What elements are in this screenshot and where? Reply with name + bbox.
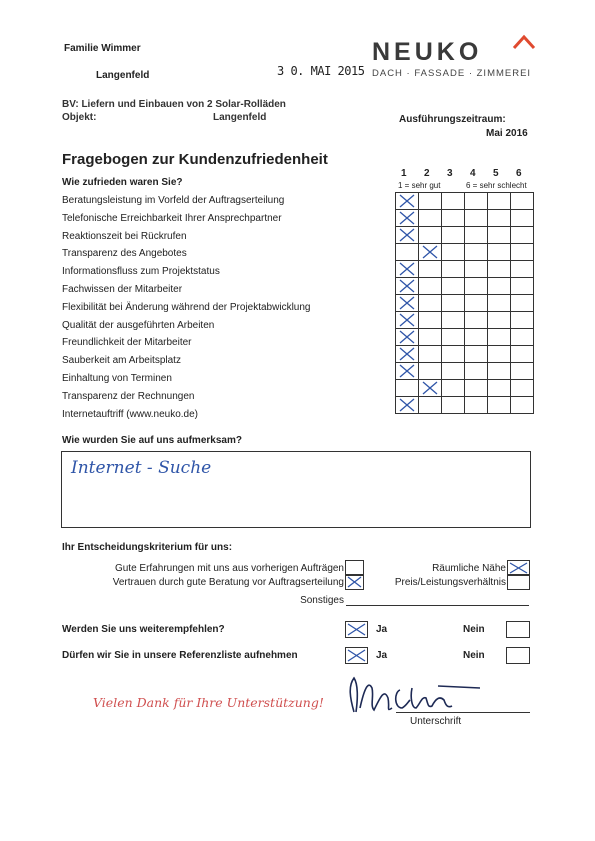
rating-row — [396, 244, 534, 261]
reference-no-label: Nein — [463, 650, 485, 661]
check-mark-icon — [398, 261, 416, 277]
recommend-yes-checkbox[interactable] — [345, 621, 368, 638]
rating-cell-5[interactable] — [488, 210, 511, 227]
rating-cell-1[interactable] — [396, 397, 419, 414]
rating-row — [396, 363, 534, 380]
check-mark-icon — [398, 295, 416, 311]
rating-cell-5[interactable] — [488, 295, 511, 312]
scale-number: 2 — [424, 168, 430, 179]
rating-row — [396, 193, 534, 210]
rating-cell-6[interactable] — [511, 397, 534, 414]
question-label: Qualität der ausgeführten Arbeiten — [62, 319, 215, 331]
rating-cell-3[interactable] — [442, 363, 465, 380]
rating-row — [396, 227, 534, 244]
rating-cell-3[interactable] — [442, 244, 465, 261]
rating-cell-6[interactable] — [511, 380, 534, 397]
rating-cell-6[interactable] — [511, 210, 534, 227]
rating-cell-6[interactable] — [511, 193, 534, 210]
rating-cell-6[interactable] — [511, 363, 534, 380]
source-answer-box[interactable] — [61, 451, 531, 528]
rating-cell-5[interactable] — [488, 346, 511, 363]
rating-cell-1[interactable] — [396, 329, 419, 346]
scale-right-legend: 6 = sehr schlecht — [466, 181, 527, 190]
question-label: Fachwissen der Mitarbeiter — [62, 284, 183, 295]
project-objekt-value: Langenfeld — [213, 112, 267, 123]
rating-cell-6[interactable] — [511, 329, 534, 346]
check-mark-icon — [398, 346, 416, 362]
rating-cell-4[interactable] — [465, 329, 488, 346]
rating-cell-3[interactable] — [442, 346, 465, 363]
rating-cell-4[interactable] — [465, 278, 488, 295]
rating-cell-1[interactable] — [396, 363, 419, 380]
check-mark-icon — [398, 193, 416, 209]
rating-cell-3[interactable] — [442, 312, 465, 329]
reference-yes-label: Ja — [376, 650, 388, 661]
rating-row — [396, 278, 534, 295]
rating-row — [396, 380, 534, 397]
rating-cell-2[interactable] — [419, 193, 442, 210]
check-mark-icon — [398, 227, 416, 243]
rating-cell-2[interactable] — [419, 312, 442, 329]
thanks-message: Vielen Dank für Ihre Unterstützung! — [93, 695, 324, 710]
recommend-yes-label: Ja — [376, 624, 388, 635]
rating-cell-2[interactable] — [419, 278, 442, 295]
signature-label: Unterschrift — [410, 716, 462, 727]
rating-cell-2[interactable] — [419, 227, 442, 244]
rating-cell-5[interactable] — [488, 244, 511, 261]
rating-cell-4[interactable] — [465, 244, 488, 261]
customer-city: Langenfeld — [96, 70, 150, 81]
rating-cell-3[interactable] — [442, 397, 465, 414]
reference-question: Dürfen wir Sie in unsere Referenzliste aufnehmen — [62, 650, 298, 661]
check-mark-icon — [398, 397, 416, 413]
question-label: Reaktionszeit bei Rückrufen — [62, 230, 187, 242]
scale-number: 5 — [493, 168, 499, 179]
rating-cell-2[interactable] — [419, 329, 442, 346]
rating-cell-2[interactable] — [419, 210, 442, 227]
rating-cell-5[interactable] — [488, 193, 511, 210]
question-label: Informationsfluss zum Projektstatus — [62, 266, 220, 278]
rating-cell-1[interactable] — [396, 261, 419, 278]
source-question: Wie wurden Sie auf uns aufmerksam? — [62, 435, 242, 446]
rating-cell-5[interactable] — [488, 261, 511, 278]
project-bv: BV: Liefern und Einbauen von 2 Solar-Rolläden — [62, 99, 286, 110]
rating-cell-3[interactable] — [442, 193, 465, 210]
project-objekt-label: Objekt: — [62, 112, 97, 123]
sonstiges-label: Sonstiges — [300, 595, 344, 606]
criteria-vertrauen-checkbox[interactable] — [345, 574, 364, 590]
date-stamp: 3 0. MAI 2015 — [277, 64, 365, 78]
rating-cell-5[interactable] — [488, 397, 511, 414]
question-label: Sauberkeit am Arbeitsplatz — [62, 355, 181, 367]
rating-cell-1[interactable] — [396, 295, 419, 312]
neuko-logo — [372, 38, 534, 79]
criteria-vertrauen-label: Vertrauen durch gute Beratung vor Auftragserteilung — [112, 577, 344, 588]
criteria-preis-label: Preis/Leistungsverhältnis — [394, 577, 506, 588]
rating-cell-6[interactable] — [511, 312, 534, 329]
check-mark-icon — [398, 312, 416, 328]
rating-cell-2[interactable] — [419, 346, 442, 363]
rating-cell-3[interactable] — [442, 278, 465, 295]
scale-number: 4 — [470, 168, 476, 179]
rating-cell-1[interactable] — [396, 210, 419, 227]
rating-row — [396, 397, 534, 414]
question-label: Flexibilität bei Änderung während der Projektabwicklung — [62, 301, 311, 313]
rating-cell-5[interactable] — [488, 278, 511, 295]
question-label: Freundlichkeit der Mitarbeiter — [62, 337, 192, 349]
recommend-no-checkbox[interactable] — [506, 621, 530, 638]
rating-cell-3[interactable] — [442, 261, 465, 278]
question-label: Telefonische Erreichbarkeit Ihrer Ansprechpartner — [62, 212, 282, 224]
rating-cell-1[interactable] — [396, 227, 419, 244]
check-mark-icon — [398, 363, 416, 379]
rating-row — [396, 295, 534, 312]
survey-question: Wie zufrieden waren Sie? — [62, 177, 183, 188]
survey-title: Fragebogen zur Kundenzufriedenheit — [62, 151, 328, 168]
rating-cell-1[interactable] — [396, 346, 419, 363]
logo-tagline: DACH · FASSADE · ZIMMEREI — [372, 68, 532, 79]
rating-cell-2[interactable] — [419, 244, 442, 261]
question-label: Transparenz des Angebotes — [62, 248, 187, 260]
scale-number: 1 — [401, 168, 407, 179]
customer-name: Familie Wimmer — [64, 43, 141, 54]
criteria-naehe-label: Räumliche Nähe — [432, 563, 506, 574]
rating-cell-2[interactable] — [419, 380, 442, 397]
rating-cell-6[interactable] — [511, 278, 534, 295]
rating-row — [396, 261, 534, 278]
sonstiges-line[interactable] — [346, 605, 529, 606]
rating-cell-4[interactable] — [465, 363, 488, 380]
source-answer: Internet - Suche — [71, 458, 212, 478]
period-label: Ausführungszeitraum: — [399, 114, 506, 125]
check-mark-icon — [398, 278, 416, 294]
rating-cell-4[interactable] — [465, 193, 488, 210]
rating-cell-1[interactable] — [396, 312, 419, 329]
rating-cell-5[interactable] — [488, 329, 511, 346]
rating-cell-3[interactable] — [442, 380, 465, 397]
check-mark-icon — [398, 210, 416, 226]
recommend-no-label: Nein — [463, 624, 485, 635]
check-mark-icon — [346, 575, 363, 589]
house-roof-icon — [512, 34, 536, 50]
signature-line[interactable] — [396, 712, 530, 713]
criteria-gute-label: Gute Erfahrungen mit uns aus vorherigen Aufträgen — [114, 563, 344, 574]
recommend-question: Werden Sie uns weiterempfehlen? — [62, 624, 225, 635]
rating-cell-4[interactable] — [465, 380, 488, 397]
rating-cell-4[interactable] — [465, 295, 488, 312]
rating-cell-6[interactable] — [511, 295, 534, 312]
rating-cell-5[interactable] — [488, 312, 511, 329]
rating-cell-6[interactable] — [511, 227, 534, 244]
rating-cell-2[interactable] — [419, 363, 442, 380]
rating-cell-3[interactable] — [442, 227, 465, 244]
check-mark-icon — [508, 561, 529, 575]
question-label: Beratungsleistung im Vorfeld der Auftragserteilung — [62, 195, 285, 206]
rating-row — [396, 346, 534, 363]
rating-cell-4[interactable] — [465, 227, 488, 244]
scale-left-legend: 1 = sehr gut — [398, 181, 441, 190]
question-label: Einhaltung von Terminen — [62, 373, 172, 384]
rating-cell-4[interactable] — [465, 210, 488, 227]
rating-cell-2[interactable] — [419, 261, 442, 278]
rating-cell-4[interactable] — [465, 312, 488, 329]
logo-wordmark: NEUKO — [372, 38, 483, 66]
question-label: Internetauftriff (www.neuko.de) — [62, 408, 198, 420]
reference-no-checkbox[interactable] — [506, 647, 530, 664]
rating-cell-4[interactable] — [465, 261, 488, 278]
rating-cell-4[interactable] — [465, 346, 488, 363]
criteria-title: Ihr Entscheidungskriterium für uns: — [62, 542, 233, 553]
rating-cell-2[interactable] — [419, 295, 442, 312]
check-mark-icon — [398, 329, 416, 345]
rating-cell-1[interactable] — [396, 193, 419, 210]
rating-cell-2[interactable] — [419, 397, 442, 414]
scale-number: 6 — [516, 168, 522, 179]
rating-cell-1[interactable] — [396, 278, 419, 295]
rating-cell-1[interactable] — [396, 244, 419, 261]
rating-grid — [395, 192, 534, 414]
rating-cell-5[interactable] — [488, 227, 511, 244]
rating-cell-3[interactable] — [442, 329, 465, 346]
rating-row — [396, 312, 534, 329]
check-mark-icon — [421, 244, 439, 260]
rating-row — [396, 329, 534, 346]
criteria-preis-checkbox[interactable] — [507, 574, 530, 590]
rating-cell-5[interactable] — [488, 380, 511, 397]
rating-cell-6[interactable] — [511, 261, 534, 278]
check-mark-icon — [346, 648, 367, 663]
reference-yes-checkbox[interactable] — [345, 647, 368, 664]
rating-cell-4[interactable] — [465, 397, 488, 414]
check-mark-icon — [346, 622, 367, 637]
rating-row — [396, 210, 534, 227]
rating-cell-3[interactable] — [442, 210, 465, 227]
rating-cell-6[interactable] — [511, 244, 534, 261]
rating-cell-5[interactable] — [488, 363, 511, 380]
period-value: Mai 2016 — [486, 128, 528, 139]
scale-number: 3 — [447, 168, 453, 179]
check-mark-icon — [421, 380, 439, 396]
rating-cell-3[interactable] — [442, 295, 465, 312]
question-label: Transparenz der Rechnungen — [62, 390, 195, 402]
rating-cell-6[interactable] — [511, 346, 534, 363]
rating-cell-1[interactable] — [396, 380, 419, 397]
